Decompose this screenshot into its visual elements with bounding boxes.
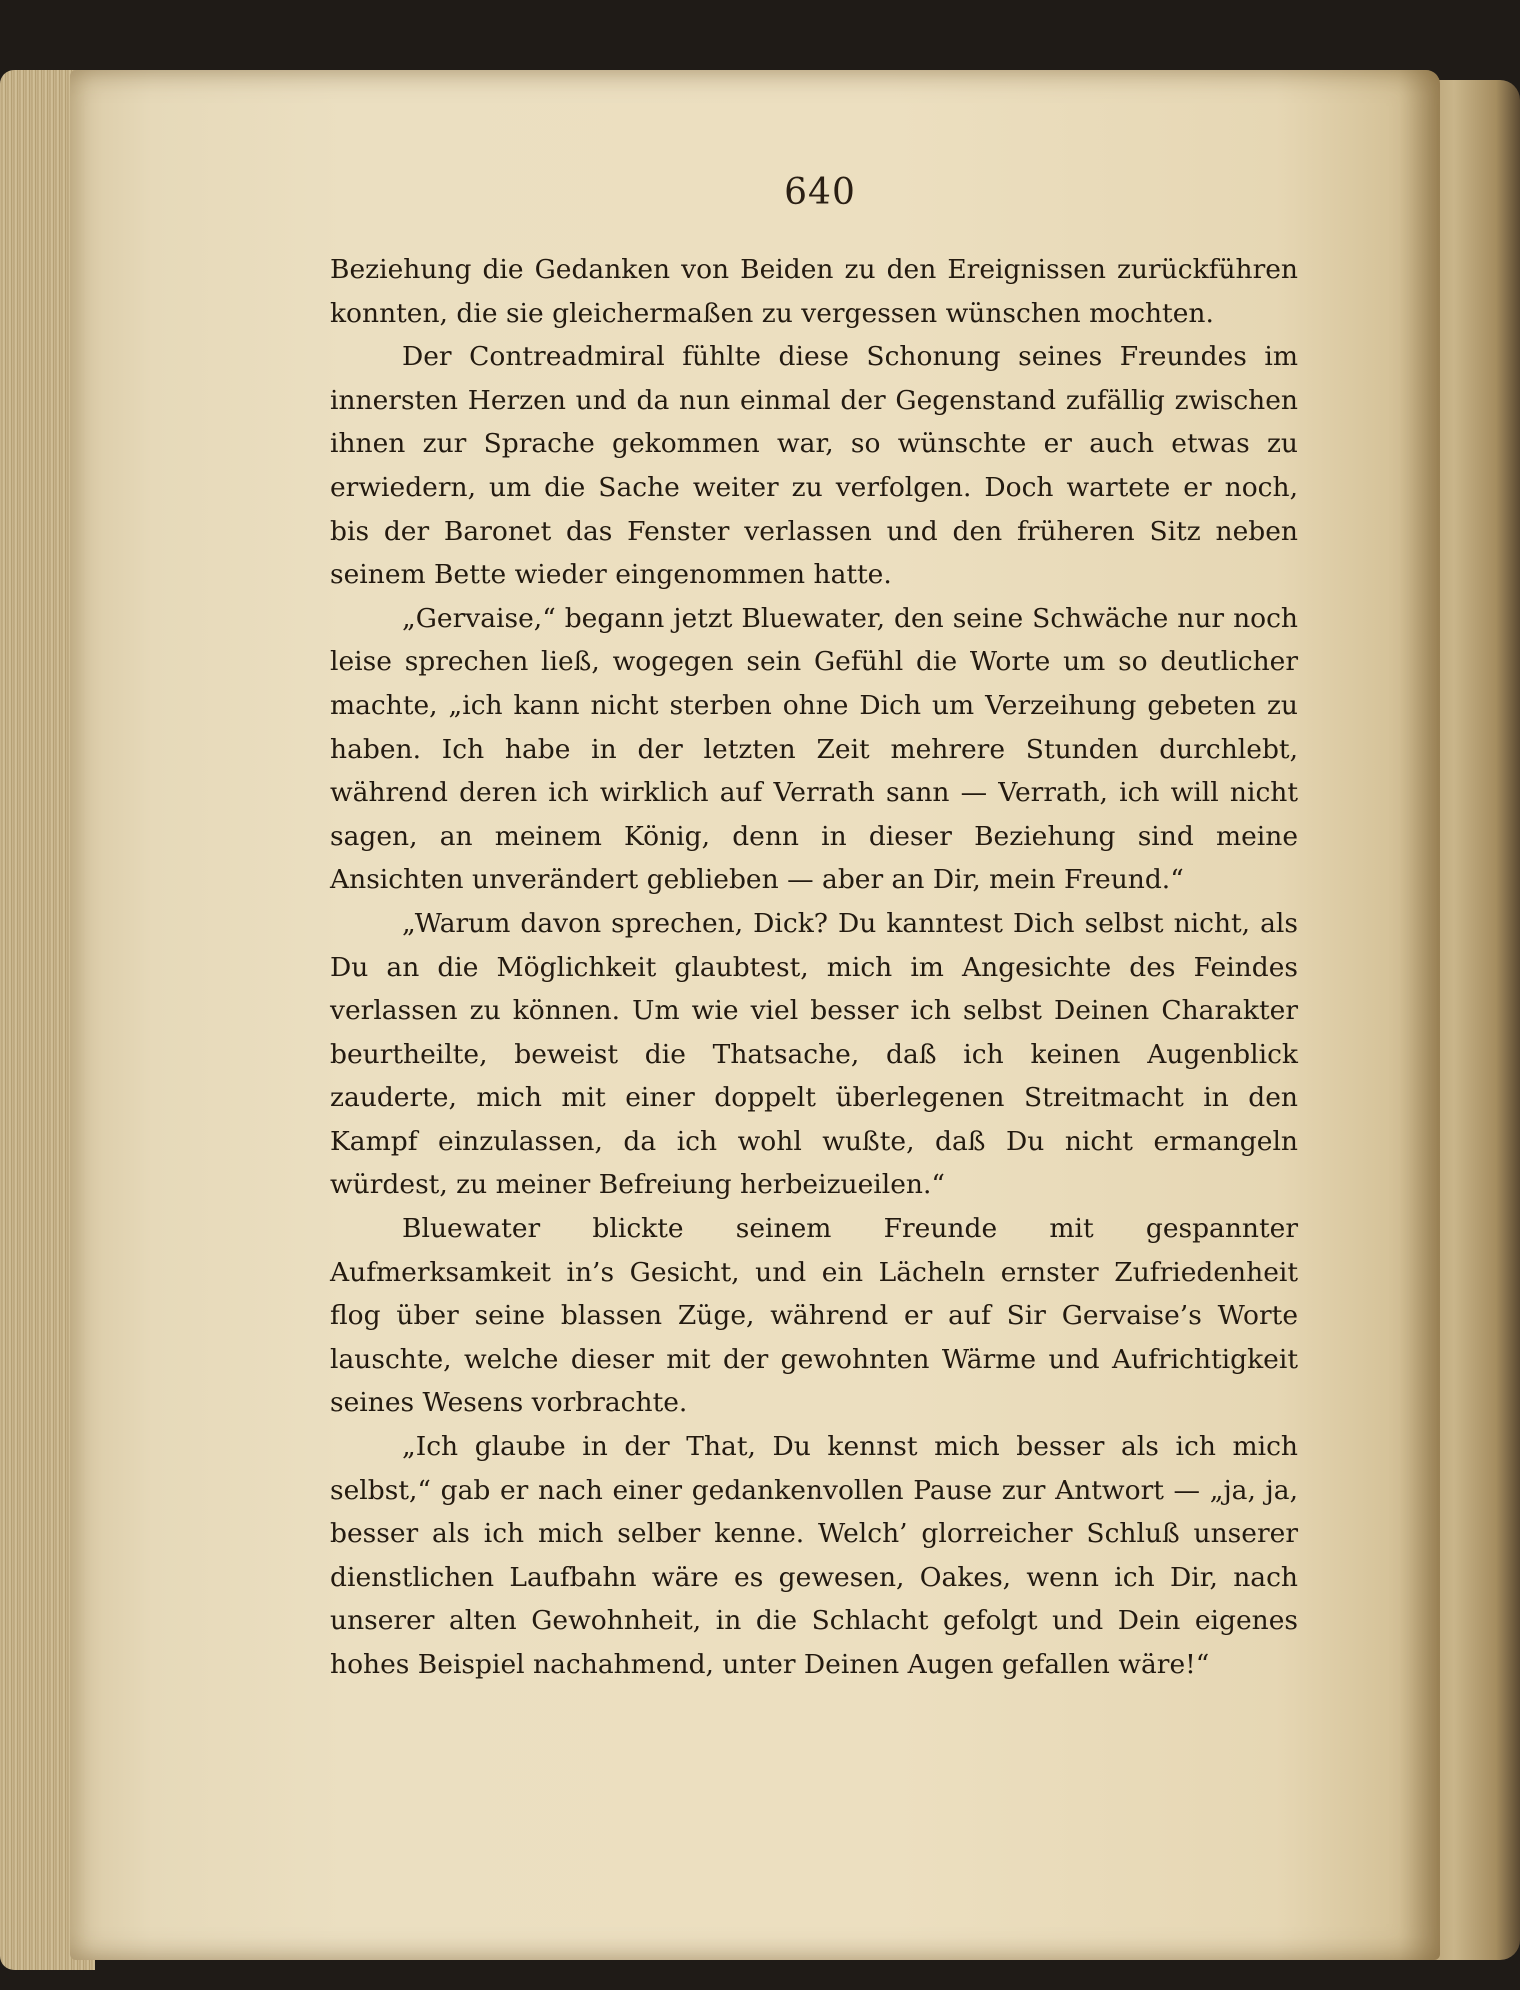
paragraph: „Gervaise,“ begann jetzt Bluewater, den seine Schwäche nur noch leise sprechen ließ, wogegen sein Gefühl die Worte um so deutlicher machte, „ich kann nicht sterben ohne Dich um Verzeihung gebeten zu haben. Ich habe in der letzten Zeit mehrere Stunden durchlebt, während deren ich wirklich auf Verrath sann — Verrath, ich will nicht sagen, an meinem König, denn in dieser Beziehung sind meine Ansichten unverändert geblieben — aber an Dir, mein Freund.“ — [330, 602, 1298, 896]
paragraph: Beziehung die Gedanken von Beiden zu den Ereignissen zurückführen konnten, die sie gleichermaßen zu vergessen wünschen mochten. — [330, 254, 1298, 329]
paragraph: Bluewater blickte seinem Freunde mit gespannter Aufmerksamkeit in’s Gesicht, und ein Lächeln ernster Zufriedenheit flog über seine blassen Züge, während er auf Sir Gervaise’s Worte lauschte, welche dieser mit der gewohnten Wärme und Aufrichtigkeit seines Wesens vorbrachte. — [330, 1213, 1298, 1419]
page-number: 640 — [784, 172, 856, 213]
page-text — [330, 248, 1298, 1687]
paragraph: „Ich glaube in der That, Du kennst mich besser als ich mich selbst,“ gab er nach einer gedankenvollen Pause zur Antwort — „ja, ja, besser als ich mich selber kenne. Welch’ glorreicher Schluß unserer dienstlichen Laufbahn wäre es gewesen, Oakes, wenn ich Dir, nach unserer alten Gewohnheit, in die Schlacht gefolgt und Dein eigenes hohes Beispiel nachahmend, unter Deinen Augen gefallen wäre!“ — [330, 1431, 1298, 1680]
paragraph: „Warum davon sprechen, Dick? Du kanntest Dich selbst nicht, als Du an die Möglichkeit glaubtest, mich im Angesichte des Feindes verlassen zu können. Um wie viel besser ich selbst Deinen Charakter beurtheilte, beweist die Thatsache, daß ich keinen Augenblick zauderte, mich mit einer doppelt überlegenen Streitmacht in den Kampf einzulassen, da ich wohl wußte, daß Du nicht ermangeln würdest, zu meiner Befreiung herbeizueilen.“ — [330, 907, 1298, 1201]
paragraph: Der Contreadmiral fühlte diese Schonung seines Freundes im innersten Herzen und da nun einmal der Gegenstand zufällig zwischen ihnen zur Sprache gekommen war, so wünschte er auch etwas zu erwiedern, um die Sache weiter zu verfolgen. Doch wartete er noch, bis der Baronet das Fenster verlassen und den früheren Sitz neben seinem Bette wieder eingenommen hatte. — [330, 341, 1298, 591]
